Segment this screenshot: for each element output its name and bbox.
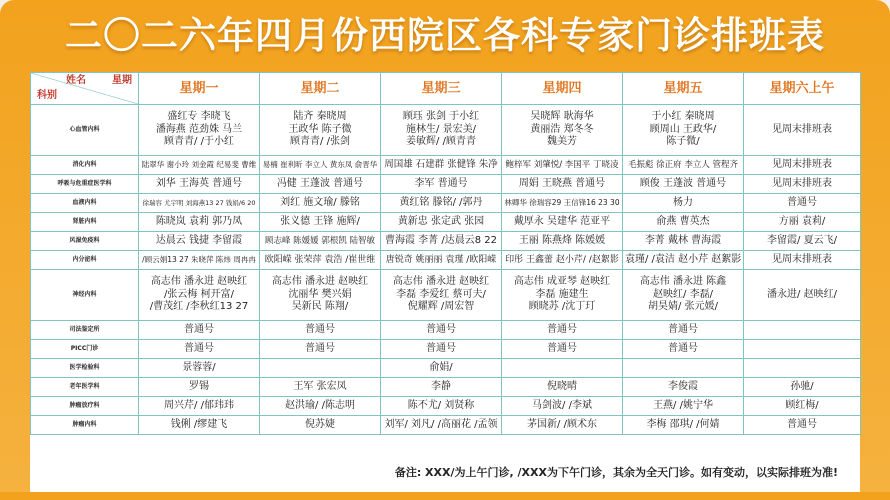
schedule-cell-wed [381,359,502,378]
doctor-line: 沈丽华 樊兴娟 [288,288,352,300]
schedule-cell-sat [744,340,861,359]
doctor-line: 俞燕 曹英杰 [656,215,710,227]
doctor-line: /曹茂红 /李秋红13 27 [149,301,249,313]
doctor-line: 普通号 [184,323,214,335]
schedule-cell-wed [381,251,502,270]
schedule-row [31,175,861,194]
doctor-line: 俞娟/ [429,361,453,373]
doctor-line: 见周末排班表 [772,158,832,170]
schedule-cell-wed [381,397,502,416]
doctor-line: 李留霞/ 夏云飞/ [767,234,837,246]
doctor-line: 周兴芹/ /郁玮玮 [164,399,234,411]
doctor-line: 见周末排班表 [772,253,832,265]
schedule-cell-mon [139,213,260,232]
schedule-cell-tue [260,105,381,156]
doctor-line: 顾志峰 陈媛媛 郭根凯 陆智敏 [264,235,376,246]
schedule-cell-wed [381,270,502,321]
schedule-cell-sat [744,194,861,213]
schedule-cell-fri [623,251,744,270]
schedule-cell-wed [381,156,502,175]
doctor-line: 曹海霞 李菁 /达晨云8 22 [385,234,497,246]
doctor-line: 顾晓苏 /沈丁玎 [528,301,596,313]
doctor-line: 于小红 秦晓周 [651,111,715,123]
doctor-line: 钱俐 /缪建飞 [170,418,228,430]
schedule-cell-sat [744,175,861,194]
department-label: 风湿免疫科 [31,232,139,251]
doctor-line: 顾红梅/ [785,399,819,411]
schedule-row [31,321,861,340]
doctor-line: 冯健 王蓬波 普通号 [276,177,364,189]
schedule-row [31,378,861,397]
schedule-row [31,251,861,270]
schedule-cell-tue [260,175,381,194]
schedule-cell-mon [139,416,260,435]
doctor-line: 高志伟 潘永进 陈鑫 [639,276,727,288]
schedule-cell-sat [744,321,861,340]
schedule-cell-tue [260,359,381,378]
doctor-line: 姜敏辉/ /顾青青 [406,136,476,148]
doctor-line: 欧阳嵘 张荣萍 袁浩 /崔世维 [264,254,376,265]
schedule-cell-tue [260,194,381,213]
doctor-line: 刘军/ 刘凡/ /高丽花 /孟领 [384,418,498,430]
doctor-line: 鲍梓军 刘肇悦/ 李国平 丁晓凌 [505,159,619,170]
schedule-cell-wed [381,321,502,340]
schedule-cell-mon [139,156,260,175]
schedule-cell-mon [139,194,260,213]
doctor-line: 见周末排班表 [772,123,832,135]
schedule-cell-sat [744,156,861,175]
doctor-line: 黄新忠 张定武 张园 [397,215,485,227]
schedule-cell-tue [260,321,381,340]
schedule-cell-wed [381,340,502,359]
department-label: 肿瘤放疗科 [31,397,139,416]
doctor-line: 潘海燕 范劲姝 马兰 [155,123,243,135]
doctor-line: 盛红专 李晓飞 [167,111,231,123]
schedule-row [31,397,861,416]
department-label: 心血管内科 [31,105,139,156]
schedule-cell-sat [744,397,861,416]
schedule-cell-fri [623,270,744,321]
schedule-cell-thu [502,251,623,270]
doctor-line: 张义德 王锋 施辉/ [280,215,360,227]
schedule-cell-fri [623,416,744,435]
schedule-cell-thu [502,340,623,359]
corner-cell [31,73,139,105]
schedule-cell-mon [139,251,260,270]
schedule-row [31,416,861,435]
schedule-cell-fri [623,378,744,397]
doctor-line: 魏美芳 [547,136,577,148]
doctor-line: 茅国新/ /顾术东 [527,418,597,430]
doctor-line: 高志伟 潘永进 赵映红 [392,276,490,288]
doctor-line: 景蓉蓉/ [182,361,216,373]
schedule-cell-mon [139,105,260,156]
schedule-body [31,105,861,435]
schedule-cell-fri [623,194,744,213]
schedule-cell-wed [381,232,502,251]
doctor-line: 高志伟 成亚琴 赵映红 [513,276,611,288]
schedule-cell-thu [502,270,623,321]
corner-name-label: 姓名 [66,75,86,86]
schedule-cell-thu [502,378,623,397]
schedule-cell-tue [260,270,381,321]
doctor-line: 普通号 [547,342,577,354]
schedule-row [31,359,861,378]
doctor-line: 高志伟 潘永进 赵映红 [271,276,369,288]
page-title: 二〇二六年四月份西院区各科专家门诊排班表 [65,14,825,57]
day-header-mon: 星期一 [139,73,260,105]
doctor-line: 李军 普通号 [414,177,468,189]
department-label: 神经内科 [31,270,139,321]
schedule-cell-mon [139,270,260,321]
schedule-cell-tue [260,378,381,397]
doctor-line: 唐锐奇 姚丽丽 袁瑾 /欧阳嵘 [385,254,497,265]
department-label: 内分泌科 [31,251,139,270]
department-label: 医学检验科 [31,359,139,378]
doctor-line: 潘永进/ 赵映红/ [767,288,837,300]
schedule-cell-thu [502,175,623,194]
schedule-cell-fri [623,397,744,416]
schedule-cell-sat [744,232,861,251]
doctor-line: 印彤 王鑫蕾 赵小芹/ /赵絮影 [505,254,619,265]
schedule-cell-sat [744,251,861,270]
doctor-line: 杨力 [673,196,693,208]
doctor-line: 林卿华 徐瑞容29 王信锋16 23 30 [504,197,620,207]
doctor-line: 周娟 王晓燕 普通号 [518,177,606,189]
doctor-line: 李俊霞 [668,380,698,392]
doctor-line: 李菁 戴林 曹海霞 [644,234,722,246]
doctor-line: 陈晓岚 袁莉 郭乃凤 [155,215,243,227]
doctor-line: 徐瑞容 尤宇明 刘海燕13 27 钱娟/6 20 [142,198,256,207]
doctor-line: 陆翠华 谢小玲 刘金霞 纪易斐 曹维 [141,159,257,169]
doctor-line: 李磊 施建生 [535,288,589,300]
doctor-line: 孙驰/ [790,380,814,392]
schedule-cell-fri [623,105,744,156]
bottom-bar [0,492,890,500]
doctor-line: 王燕/ /姚宁华 [653,399,713,411]
doctor-line: 顾周山 王政华/ [649,123,717,135]
doctor-line: 陈不尤/ 刘贤称 [407,399,475,411]
schedule-cell-thu [502,194,623,213]
schedule-cell-wed [381,194,502,213]
schedule-cell-fri [623,232,744,251]
department-label: 血液内科 [31,194,139,213]
schedule-row [31,270,861,321]
schedule-cell-sat [744,378,861,397]
doctor-line: 王丽 陈燕烽 陈媛媛 [518,234,606,246]
doctor-line: 赵映红/ 李磊/ [653,288,713,300]
doctor-line: 普通号 [305,342,335,354]
schedule-cell-thu [502,105,623,156]
schedule-row [31,105,861,156]
department-label: 肿瘤内科 [31,416,139,435]
department-label: 呼吸与危重症医学科 [31,175,139,194]
doctor-line: 易楠 崔利昕 李立人 黄东凤 俞晋华 [262,159,378,169]
doctor-line: 戴厚永 吴建华 范亚平 [513,215,611,227]
doctor-line: 李梅 邵琪/ /何婧 [646,418,720,430]
schedule-cell-wed [381,378,502,397]
schedule-cell-mon [139,397,260,416]
schedule-cell-fri [623,340,744,359]
doctor-line: 陈子微/ [666,136,700,148]
day-header-wed: 星期三 [381,73,502,105]
schedule-cell-wed [381,416,502,435]
header-row [31,73,861,105]
schedule-cell-mon [139,378,260,397]
doctor-line: 施林生/ 景宏美/ [406,123,476,135]
schedule-cell-wed [381,175,502,194]
doctor-line: 倪耀辉 /周宏智 [407,301,475,313]
schedule-cell-thu [502,359,623,378]
schedule-cell-thu [502,321,623,340]
schedule-cell-mon [139,359,260,378]
doctor-line: 普通号 [787,418,817,430]
doctor-line: 吴新民 陈翔/ [291,301,349,313]
schedule-cell-thu [502,397,623,416]
schedule-cell-tue [260,213,381,232]
department-label: 消化内科 [31,156,139,175]
schedule-cell-fri [623,359,744,378]
schedule-cell-tue [260,416,381,435]
doctor-line: 毛振彪 徐正府 李立人 管程齐 [627,159,739,170]
department-label: 肾脏内科 [31,213,139,232]
corner-day-label: 星期 [112,75,132,86]
doctor-line: 倪晓晴 [547,380,577,392]
schedule-cell-fri [623,213,744,232]
schedule-cell-mon [139,232,260,251]
doctor-line: 刘华 王海英 普通号 [155,177,243,189]
schedule-cell-tue [260,251,381,270]
doctor-line: 普通号 [426,323,456,335]
doctor-line: 普通号 [547,323,577,335]
schedule-cell-mon [139,321,260,340]
day-header-fri: 星期五 [623,73,744,105]
doctor-line: 陆齐 秦晓周 [293,111,347,123]
doctor-line: 王政华 陈子微 [288,123,352,135]
schedule-row [31,194,861,213]
doctor-line: 黄丽浩 郑冬冬 [530,123,594,135]
department-label: PICC门诊 [31,340,139,359]
doctor-line: 顾青青/ /于小红 [164,136,234,148]
schedule-cell-sat [744,416,861,435]
schedule-row [31,213,861,232]
schedule-row [31,156,861,175]
doctor-line: 倪苏婕 [305,418,335,430]
schedule-cell-fri [623,156,744,175]
doctor-line: 普通号 [184,342,214,354]
doctor-line: 顾俊 王蓬波 普通号 [639,177,727,189]
doctor-line: 见周末排班表 [772,177,832,189]
department-label: 老年医学科 [31,378,139,397]
schedule-cell-tue [260,156,381,175]
schedule-cell-thu [502,156,623,175]
doctor-line: 方丽 袁莉/ [778,215,826,227]
schedule-cell-sat [744,213,861,232]
doctor-line: 高志伟 潘永进 赵映红 [150,276,248,288]
schedule-cell-tue [260,340,381,359]
doctor-line: 普通号 [668,342,698,354]
doctor-line: 普通号 [787,196,817,208]
doctor-line: 普通号 [668,323,698,335]
schedule-cell-tue [260,397,381,416]
doctor-line: 王军 张宏凤 [293,380,347,392]
schedule-cell-thu [502,213,623,232]
doctor-line: 刘红 施文瑜/ 滕铭 [280,196,360,208]
doctor-line: 李静 [431,380,451,392]
schedule-cell-mon [139,175,260,194]
doctor-line: 罗锡 [189,380,209,392]
schedule-cell-wed [381,105,502,156]
doctor-line: 普通号 [426,342,456,354]
schedule-cell-sat [744,270,861,321]
schedule-cell-mon [139,340,260,359]
doctor-line: /张云梅 柯开富/ [164,288,234,300]
schedule-cell-sat [744,105,861,156]
day-header-sat: 星期六上午 [744,73,861,105]
doctor-line: 胡昊婧/ 张元媛/ [648,301,718,313]
doctor-line: 顾珏 张剑 于小红 [402,111,480,123]
doctor-line: 顾青青/ /张剑 [290,136,350,148]
doctor-line: 达晨云 钱捷 李留霞 [155,234,243,246]
day-header-thu: 星期四 [502,73,623,105]
doctor-line: 袁瑾/ /袁洁 赵小芹 赵絮影 [625,253,742,265]
schedule-cell-fri [623,321,744,340]
day-header-tue: 星期二 [260,73,381,105]
schedule-row [31,340,861,359]
doctor-line: 普通号 [305,323,335,335]
schedule-cell-wed [381,213,502,232]
schedule-cell-tue [260,232,381,251]
schedule-cell-fri [623,175,744,194]
doctor-line: /顾云娟13 27 朱晓萍 陈炜 周冉冉 [142,254,256,264]
doctor-line: 李磊 李爱红 蔡可夫/ [396,288,486,300]
schedule-sheet [30,72,860,492]
schedule-cell-thu [502,416,623,435]
doctor-line: 吴晓辉 耿海华 [530,111,594,123]
doctor-line: 周国雄 石建群 张健锋 朱净 [384,158,498,170]
corner-dept-label: 科别 [37,90,57,101]
schedule-cell-sat [744,359,861,378]
schedule-cell-thu [502,232,623,251]
department-label: 司法鉴定所 [31,321,139,340]
schedule-row [31,232,861,251]
doctor-line: 黄红铭 滕铭/ /郭丹 [399,196,483,208]
footnote: 备注: XXX/为上午门诊, /XXX为下午门诊，其余为全天门诊。如有变动，以实际排班为准! [394,466,838,479]
doctor-line: 马剑波/ /李斌 [532,399,592,411]
doctor-line: 赵洪瑜/ /陈志明 [285,399,355,411]
schedule-table [30,72,861,435]
